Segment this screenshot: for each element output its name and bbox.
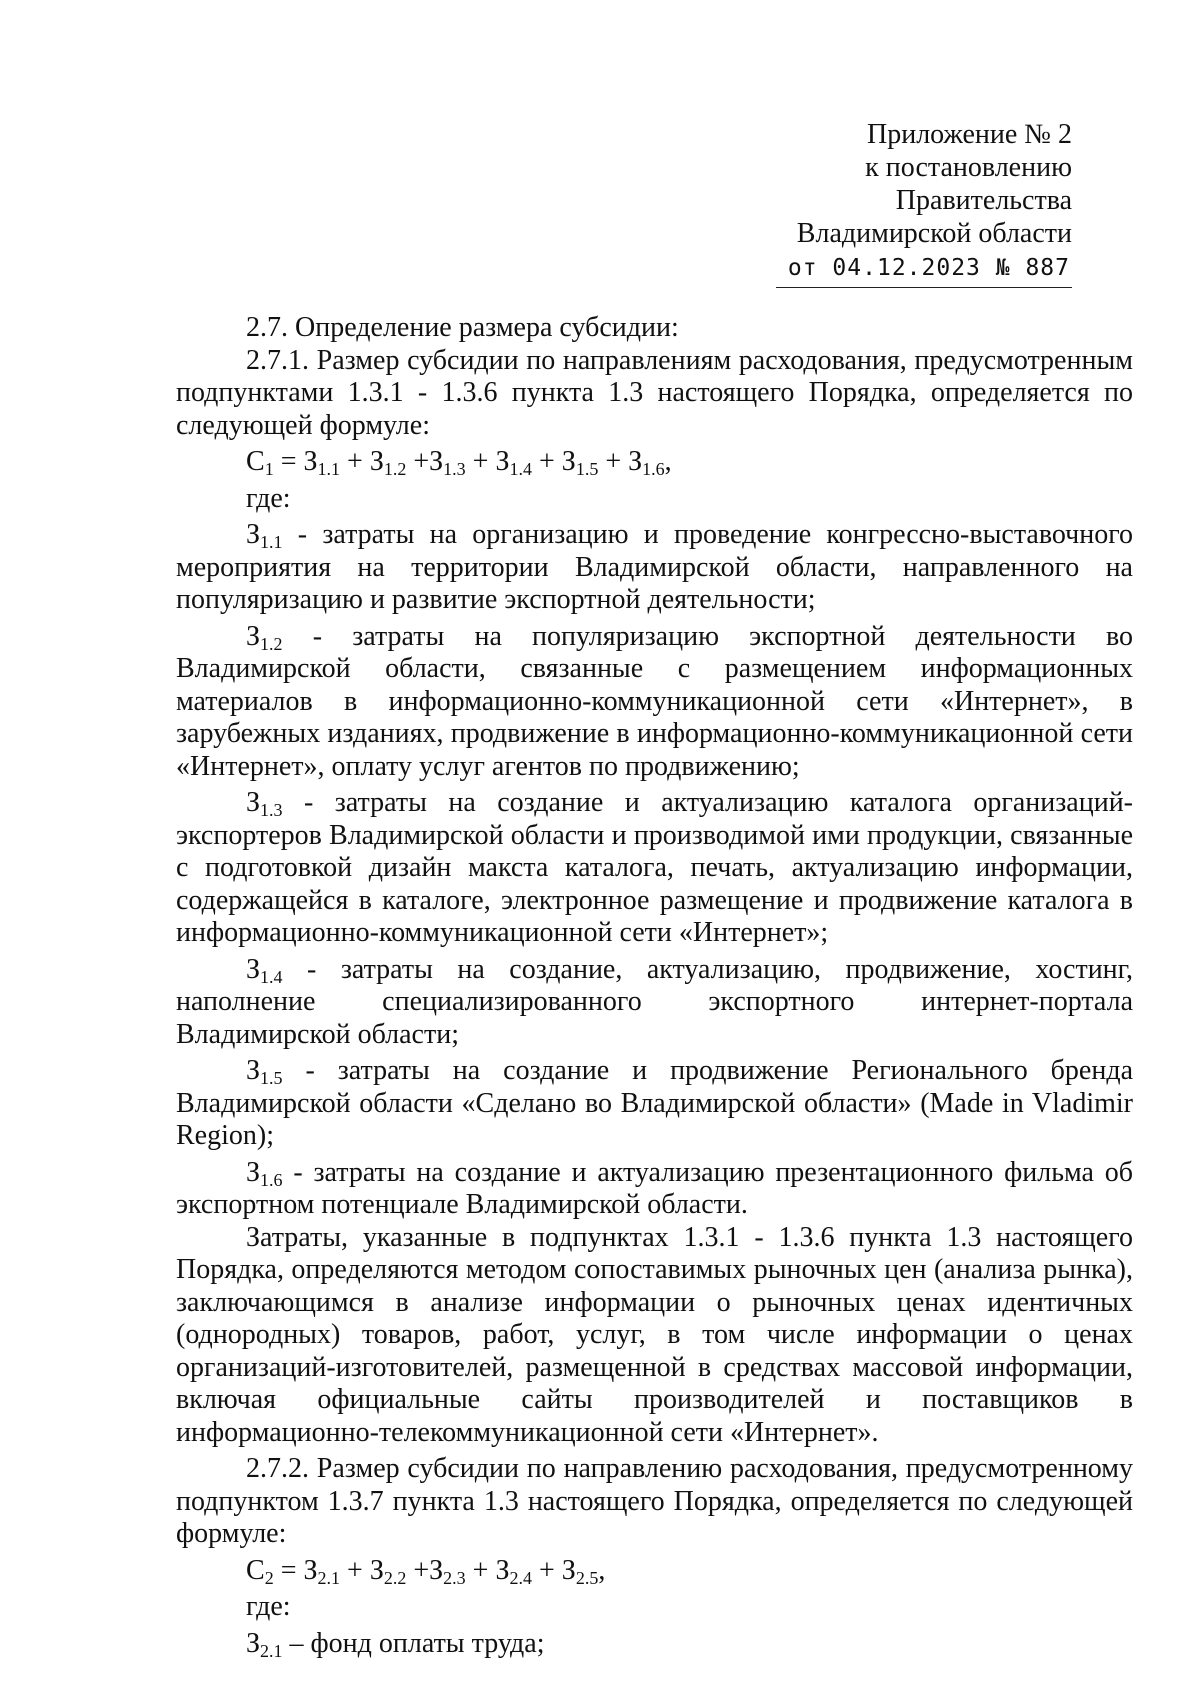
appendix-issuer: Правительства (895, 185, 1072, 216)
document-body (176, 312, 1133, 1660)
section-title: 2.7. Определение размера субсидии: (246, 312, 679, 343)
where-label-2: где: (246, 1591, 291, 1622)
definition-z1-3: $З_{1.3}$ - затраты на создание и актуализацию каталога организаций-экспортеров Владимирской области и производимой ими продукции, связанные с подготовкой дизайн макста каталога, печать, актуализацию информации, содержащейся в каталоге, электронное размещение и продвижение каталога в информационно-коммуникационной сети «Интернет»; (176, 787, 1133, 948)
definition-z1-1: $З_{1.1}$ - затраты на организацию и проведение конгрессно-выставочного мероприятия на территории Владимирской области, направленного на популяризацию и развитие экспортной деятельности; (176, 519, 1133, 615)
formula-c2: $С_2 = З_{2.1} + З_{2.2} +З_{2.3} + З_{2.4} + З_{2.5}$, (246, 1554, 606, 1588)
definition-z1-5: $З_{1.5}$ - затраты на создание и продвижение Регионального бренда Владимирской области «Сделано во Владимирской области» (Made in Vladimir Region); (176, 1055, 1133, 1151)
paragraph-2-7-2: 2.7.2. Размер субсидии по направлению расходования, предусмотренному подпунктом 1.3.7 пункта 1.3 настоящего Порядка, определяется по следующей формуле: (176, 1453, 1133, 1549)
costs-paragraph: Затраты, указанные в подпунктах 1.3.1 - 1.3.6 пункта 1.3 настоящего Порядка, определяются методом сопоставимых рыночных цен (анализа рынка), заключающимся в анализе информации о рыночных ценах идентичных (однородных) товаров, работ, услуг, в том числе информации о ценах организаций-изготовителей, размещенной в средствах массовой информации, включая официальные сайты производителей и поставщиков в информационно-телекоммуникационной сети «Интернет». (176, 1221, 1133, 1448)
document-number-stamp: от 04.12.2023 № 887 (776, 252, 1072, 288)
appendix-title: Приложение № 2 (867, 119, 1072, 150)
definition-z2-1: $З_{2.1}$ – фонд оплаты труда; (246, 1627, 545, 1661)
formula-c1: $С_1 = З_{1.1} + З_{1.2} +З_{1.3} + З_{1.4} + З_{1.5} + З_{1.6}$, (246, 446, 672, 479)
definition-z1-2: $З_{1.2}$ - затраты на популяризацию экспортной деятельности во Владимирской области, связанные с размещением информационных материалов в информационно-коммуникационной сети «Интернет», в зарубежных изданиях, продвижение в информационно-коммуникационной сети «Интернет», оплату услуг агентов по продвижению; (176, 620, 1133, 782)
appendix-reference: к постановлению (865, 152, 1072, 183)
appendix-header (776, 118, 1072, 288)
definition-z1-6: $З_{1.6}$ - затраты на создание и актуализацию презентационного фильма об экспортном потенциале Владимирской области. (176, 1156, 1133, 1220)
paragraph-2-7-1: 2.7.1. Размер субсидии по направлениям расходования, предусмотренным подпунктами 1.3.1 - 1.3.6 пункта 1.3 настоящего Порядка, определяется по следующей формуле: (176, 344, 1133, 441)
appendix-region: Владимирской области (796, 218, 1072, 249)
definition-z1-4: $З_{1.4}$ - затраты на создание, актуализацию, продвижение, хостинг, наполнение специализированного экспортного интернет-портала Владимирской области; (176, 953, 1133, 1050)
where-label: где: (246, 482, 291, 514)
